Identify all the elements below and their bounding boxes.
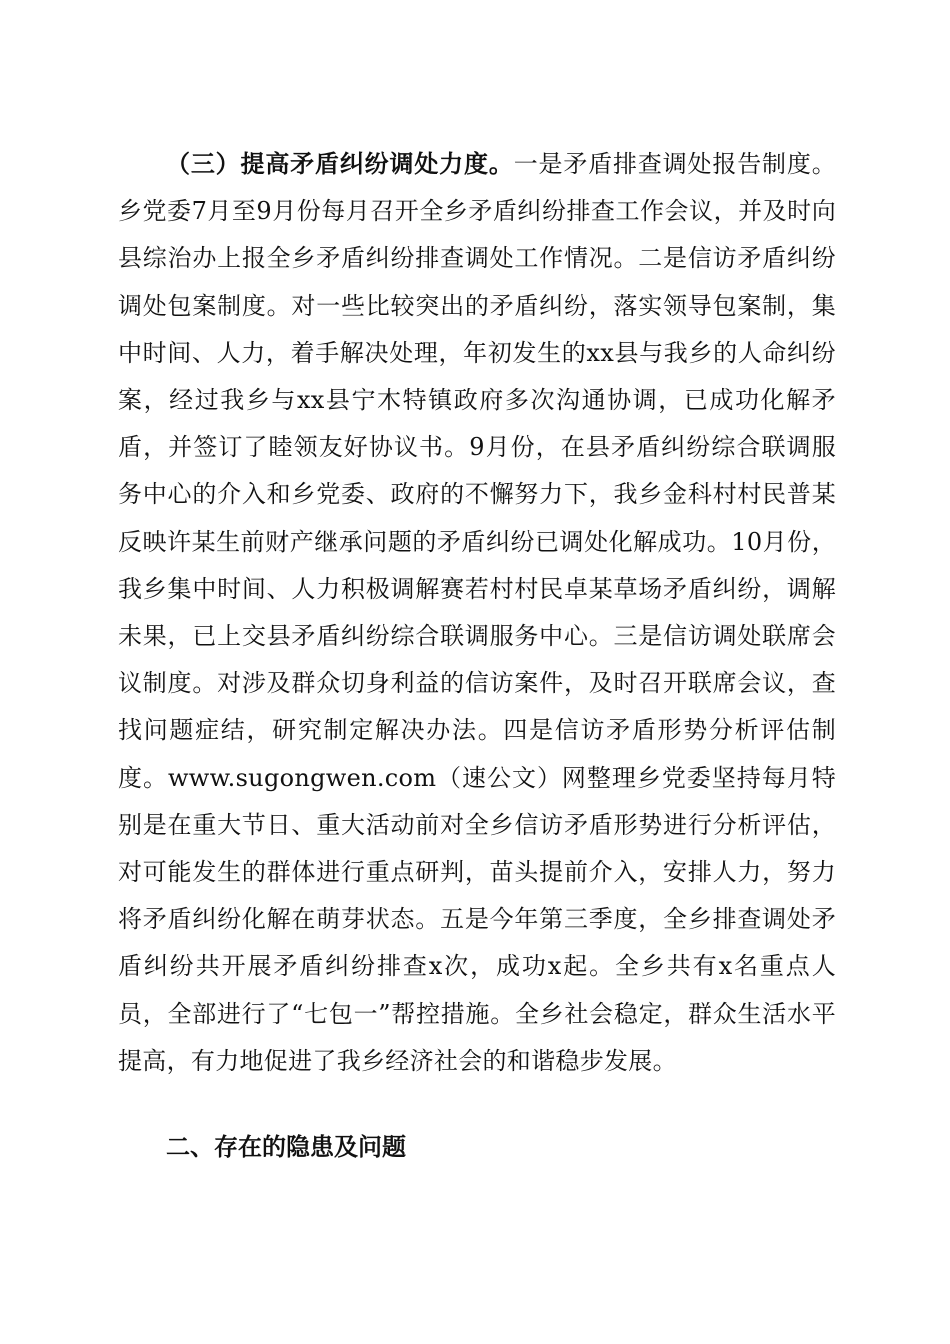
paragraph-body: 一是矛盾排查调处报告制度。乡党委7月至9月份每月召开全乡矛盾纠纷排查工作会议，并及时向县综治办上报全乡矛盾纠纷排查调处工作情况。二是信访矛盾纠纷调处包案制度。对一些比较突出的矛盾纠纷，落实领导包案制，集中时间、人力，着手解决处理，年初发生的xx县与我乡的人命纠纷案，经过我乡与xx县宁木特镇政府多次沟通协调，已成功化解矛盾，并签订了睦领友好协议书。9月份，在县矛盾纠纷综合联调服务中心的介入和乡党委、政府的不懈努力下，我乡金科村村民普某反映许某生前财产继承问题的矛盾纠纷已调处化解成功。10月份，我乡集中时间、人力积极调解赛若村村民卓某草场矛盾纠纷，调解未果，已上交县矛盾纠纷综合联调服务中心。三是信访调处联席会议制度。对涉及群众切身利益的信访案件，及时召开联席会议，查找问题症结，研究制定解决办法。四是信访矛盾形势分析评估制度。www.sugongwen.com（速公文）网整理乡党委坚持每月特别是在重大节日、重大活动前对全乡信访矛盾形势进行分析评估，对可能发生的群体进行重点研判，苗头提前介入，安排人力，努力将矛盾纠纷化解在萌芽状态。五是今年第三季度，全乡排查调处矛盾纠纷共开展矛盾纠纷排查x次，成功x起。全乡共有x名重点人员，全部进行了“七包一”帮控措施。全乡社会稳定，群众生活水平提高，有力地促进了我乡经济社会的和谐稳步发展。 (118, 150, 836, 1075)
paragraph-lead: （三）提高矛盾纠纷调处力度。 (166, 149, 514, 178)
section-heading: 二、存在的隐患及问题 (166, 1133, 406, 1161)
body-paragraph (118, 140, 836, 1085)
